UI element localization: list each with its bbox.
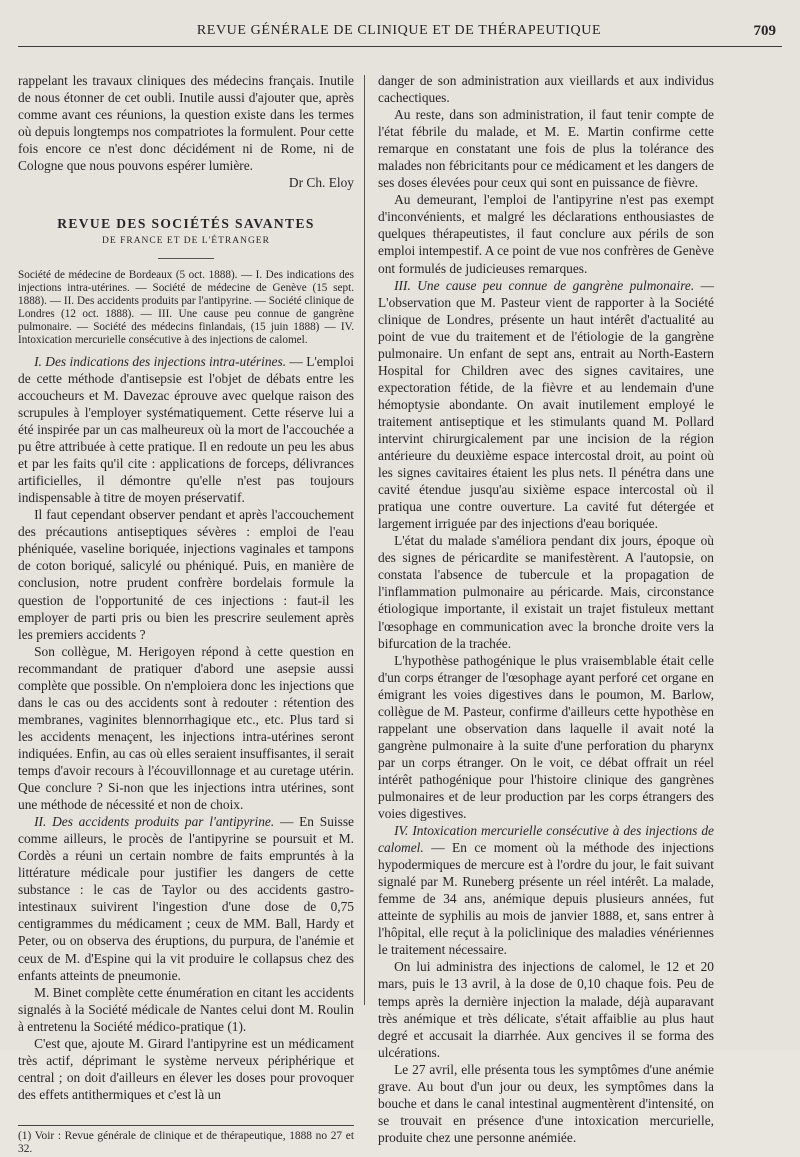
article-paragraph: Il faut cependant observer pendant et après l'accouchement des précautions antiseptiques sévères : emploi de l'eau phéniquée, vaseline boriquée, injections vaginales et tampons de coton boriqué, salicylé ou phéniqué. Puis, en manière de conclusion, notre prudent confrère bordelais formule la question de l'opportunité de ces injections : faut-il les employer de parti pris ou bien les prescrire seulement après les premiers accidents ?: [18, 507, 354, 642]
header-rule: [18, 46, 782, 47]
footnote: (1) Voir : Revue générale de clinique et de thérapeutique, 1888 no 27 et 32.: [18, 1129, 354, 1156]
article-paragraph: Son collègue, M. Herigoyen répond à cette question en recommandant de pratiquer d'abord une asepsie aussi complète que possible. On n'emploiera donc les injections que dans le cas ou des accidents sont à redouter : rétention des membranes, vaginites blennorrhagique etc., etc. Plus tard si les accidents menaçent, les injections intra-utérines seront indiquées. Enfin, au cas où elles seraient insuffisantes, il serait temps d'avoir recours à l'écouvillonnage et au curetage utérin. Que conclure ? Si-non que les injections intra utérines, sont une méthode de nécessité et non de choix.: [18, 643, 354, 813]
article-paragraph: [378, 822, 714, 958]
article-paragraph: L'état du malade s'améliora pendant dix jours, époque où des signes de péricardite se manifestèrent. A l'autopsie, on constata l'absence de tubercule et la propagation de l'inflammation pulmonaire au péricarde. Mais, circonstance étiologique importante, il existait un trajet fistuleux mettant l'œsophage en communication avec la bronche droite vers la bifurcation de la trachée.: [378, 533, 714, 651]
section-subtitle: DE FRANCE ET DE L'ÉTRANGER: [102, 236, 270, 247]
section-title: REVUE DES SOCIÉTÉS SAVANTES: [57, 216, 315, 232]
column-divider: [364, 75, 365, 1005]
article-text: — L'emploi de cette méthode d'antisepsie est l'objet de débats entre les accoucheurs et M. Davezac éprouve avec quelque raison des scrupules à l'employer systématiquement. Cette réserve lui a été inspirée par un cas malheureux où la mort de l'accouchée a pu être attribuée à cette pratique. Il en redoute un peu les abus et par les faits qu'il cite : applications de forceps, délivrances artificielles, il démontre qu'elle n'est pas toujours indispensable à titre de moyen préservatif.: [18, 353, 354, 506]
article-paragraph: On lui administra des injections de calomel, le 12 et 20 mars, puis le 13 avril, à la dose de 0,10 chaque fois. Peu de temps après la dernière injection la malade, déjà auparavant très anémique et très délicate, s'était affaiblie au plus haut degré et accusait la diarrhée. Aux gencives il se forma des ulcérations.: [378, 959, 714, 1060]
running-title: REVUE GÉNÉRALE DE CLINIQUE ET DE THÉRAPEUTIQUE: [196, 23, 602, 38]
article-text: — L'observation que M. Pasteur vient de rapporter à la Société clinique de Londres, présente un haut intérêt d'actualité au point de vue du traitement et de l'étiologie de la gangrène pulmonaire. Un enfant de sept ans, entrait au North-Eastern Hospital for Children avec des signes cavitaires, une expectoration fétide, de la fièvre et au lendemain d'une hémoptysie abondante. On avait inutilement employé le traitement antiseptique et les stimulants quand M. Pollard intervint chirurgicalement par une incision de la région antérieure du deuxième espace intercostal droit, au point où les signes cavitaires étaient les plus nets. Il pénétra dans une cavité étendue jusqu'au sixième espace intercostal où il pratiqua une contre ouverture. La cavité fut détergée et largement irriguée par des injections d'eau boriquée.: [378, 277, 714, 532]
article-heading: II. Des accidents produits par l'antipyrine.: [34, 814, 275, 830]
article-paragraph: C'est que, ajoute M. Girard l'antipyrine est un médicament très actif, déprimant le système nerveux périphérique et central ; on doit d'ailleurs en élever les doses pour provoquer des effets antithermiques et c'est là un: [18, 1035, 354, 1102]
article-paragraph: M. Binet complète cette énumération en citant les accidents signalés à la Société médicale de Nantes celui dont M. Roulin à entretenu la Société médico-pratique (1).: [18, 984, 354, 1034]
closing-paragraph: rappelant les travaux cliniques des médecins français. Inutile de nous étonner de cet oubli. Inutile aussi d'ajouter que, après comme avant ces réunions, la question existe dans les termes où depuis longtemps nos compatriotes la formulent. Pour cette fois encore ce n'est donc décidément ni de Rome, ni de Cologne que nous pouvons espérer lumière.: [18, 73, 354, 174]
article-paragraph: [18, 353, 354, 506]
article-heading: III. Une cause peu connue de gangrène pulmonaire.: [394, 277, 695, 293]
left-column: [18, 72, 354, 1157]
article-paragraph: [18, 813, 354, 983]
article-text: — En Suisse comme ailleurs, le procès de l'antipyrine se poursuit et M. Cordès a réuni un certain nombre de faits empruntés à la littérature médicale pour justifier les dangers de cette substance : le cas de Taylor ou des accidents gastro-intestinaux suivirent l'ingestion d'une dose de 0,75 centigrammes du médicament ; ceux de MM. Ball, Hardy et Peter, ou on observa des éruptions, du purpura, de l'anémie et ceux de M. d'Espine qui la vit produire le collapsus chez des enfants atteints de pneumonie.: [18, 814, 354, 983]
article-paragraph: Le 27 avril, elle présenta tous les symptômes d'une anémie grave. Au bout d'un jour ou deux, les symptômes dans la bouche et dans le canal intestinal augmentèrent d'intensité, on se trouvait en présence d'une intoxication mercurielle, produite chez une personne anémiée.: [378, 1061, 714, 1145]
right-column: [378, 72, 714, 1146]
footnote-rule: [18, 1125, 354, 1126]
article-text: — En ce moment où la méthode des injections hypodermiques de mercure est à l'ordre du jour, le fait suivant signalé par M. Runeberg présente un réel intérêt. La malade, femme de 34 ans, anémique depuis plusieurs années, fut atteinte de syphilis au mois de janvier 1888, et, sans entrer à l'hôpital, elle reçut à la policlinique des maladies vénériennes le traitement nécessaire.: [378, 840, 714, 958]
author-signature: Dr Ch. Eloy: [288, 175, 354, 191]
article-heading: IV. Intoxication mercurielle consécutive à des injections de calomel.: [378, 823, 714, 856]
section-summary: Société de médecine de Bordeaux (5 oct. 1888). — I. Des indications des injections intra-utérines. — Société de médecine de Genève (15 sept. 1888). — II. Des accidents produits par l'antipyrine. — Société clinique de Londres (12 oct. 1888). — III. Une cause peu connue de gangrène pulmonaire. — Société des médecins finlandais, (15 juin 1888) — IV. Intoxication mercurielle consécutive à des injections de calomel.: [18, 269, 354, 346]
article-paragraph: L'hypothèse pathogénique le plus vraisemblable était celle d'un corps étranger de l'œsophage ayant perforé cet organe en émigrant les voies digestives dans le poumon, M. Barlow, collègue de M. Pasteur, confirme d'ailleurs cette hypothèse en rappelant une observation dans laquelle il avait noté la gangrène pulmonaire à la suite d'une perforation du pharynx par un corps étranger. On le voit, ce débat offrait un réel intérêt pathogénique pour l'histoire clinique des gangrènes pulmonaires et de leur production par les corps étrangers des voies digestives.: [378, 652, 714, 822]
article-paragraph: Au reste, dans son administration, il faut tenir compte de l'état fébrile du malade, et M. E. Martin confirme cette remarque en constatant une fois de plus la tolérance des malades non fébricitants pour ce médicament et les dangers de ses doses élevées pour ceux qui sont en puissance de fièvre.: [378, 107, 714, 191]
article-paragraph: Au demeurant, l'emploi de l'antipyrine n'est pas exempt d'inconvénients, et malgré les déclarations enthousiastes de quelques thérapeutistes, il faut conclure aux périls de son emploi intempestif. A ce point de vue nos confrères de Genève ont formulés de judicieuses remarques.: [378, 192, 714, 276]
page-header: [18, 23, 780, 45]
article-paragraph: [378, 277, 714, 533]
article-heading: I. Des indications des injections intra-utérines.: [34, 353, 287, 369]
article-paragraph: danger de son administration aux vieillards et aux individus cachectiques.: [378, 73, 714, 106]
page-number: 709: [753, 23, 776, 39]
summary-divider: [158, 258, 214, 259]
